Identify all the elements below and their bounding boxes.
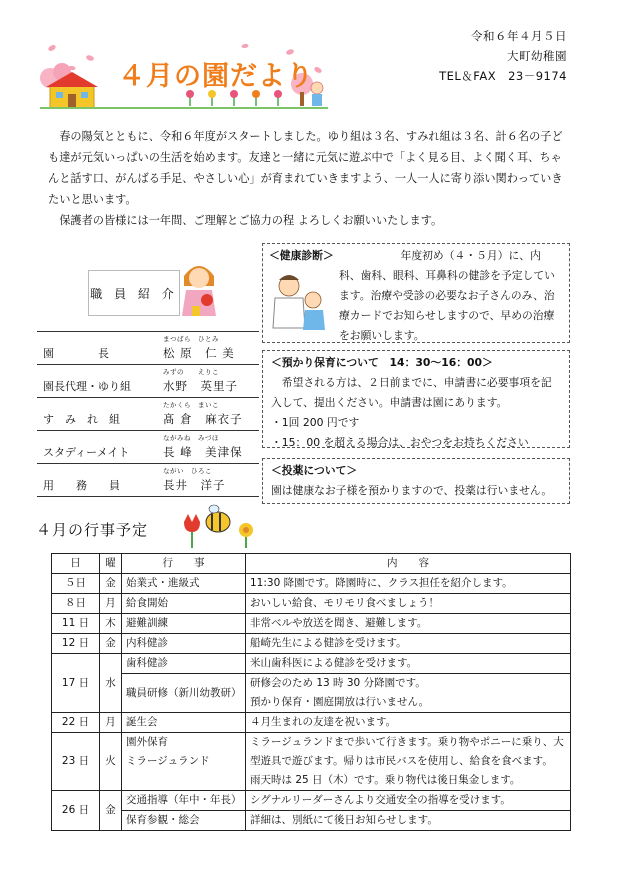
header-day: 日 (52, 554, 100, 574)
staff-role: 園長代理・ゆり組 (37, 365, 163, 398)
extended-care-text: 希望される方は、２日前までに、申請書に必要事項を記入して、提出ください。申請書は園にあります。 (271, 376, 552, 409)
event-day: ５日 (52, 574, 100, 594)
schedule-row (52, 614, 571, 634)
extended-care-heading: ＜預かり保育について 14：30～16：00＞ (271, 356, 493, 369)
header-weekday: 曜 (100, 554, 122, 574)
staff-name-reading: まつばら ひとみ (163, 335, 219, 343)
staff-name-cell (163, 431, 259, 464)
event-day: 17 日 (52, 654, 100, 713)
event-name: 始業式・進級式 (122, 574, 246, 594)
staff-name-reading: ながい ひろこ (163, 467, 212, 475)
staff-row (37, 332, 259, 365)
staff-name: 長 峰 美津保 (163, 445, 243, 459)
issue-date: 令和６年４月５日 (471, 29, 567, 43)
event-day: 12 日 (52, 634, 100, 654)
event-content: ４月生まれの友達を祝います。 (246, 713, 571, 733)
header-content: 内 容 (246, 554, 571, 574)
health-text: 年度初め（４・５月）に、内科、歯科、眼科、耳鼻科の健診を予定しています。治療や受診の必要なお子さんのみ、治療カードでお知らせしますので、早めの治療をお願いします。 (339, 249, 555, 342)
medication-heading: ＜投薬について＞ (271, 464, 358, 477)
staff-name-reading: みずの えりこ (163, 368, 219, 376)
staff-name-cell (163, 332, 259, 365)
event-content: おいしい給食、モリモリ食べましょう！ (246, 594, 571, 614)
event-name: 避難訓練 (122, 614, 246, 634)
staff-name: 長井 洋子 (163, 478, 226, 492)
event-content: 詳細は、別紙にて後日お知らせします。 (246, 811, 571, 831)
event-day: 23 日 (52, 733, 100, 791)
staff-name-cell (163, 464, 259, 497)
event-content: 米山歯科医による健診を受けます。 (246, 654, 571, 674)
event-name: 誕生会 (122, 713, 246, 733)
event-content: 11:30 降園です。降園時に、クラス担任を紹介します。 (246, 574, 571, 594)
event-name: 園外保育 (122, 733, 246, 753)
event-content: 型遊具で遊びます。帰りは市民バスを使用し、給食を食べます。 (246, 752, 571, 771)
staff-row (37, 365, 259, 398)
staff-role: 用 務 員 (37, 464, 163, 497)
header-event: 行 事 (122, 554, 246, 574)
event-content: 預かり保育・園庭開放は行いません。 (246, 693, 571, 713)
event-content: ミラージュランドまで歩いて行きます。乗り物やポニーに乗り、大 (246, 733, 571, 753)
event-weekday: 水 (100, 654, 122, 713)
medication-box (262, 458, 570, 504)
event-weekday: 月 (100, 594, 122, 614)
schedule-row (52, 752, 571, 771)
staff-name-cell (163, 398, 259, 431)
event-content: 船崎先生による健診を受けます。 (246, 634, 571, 654)
intro-text (48, 126, 572, 231)
event-weekday: 月 (100, 713, 122, 733)
staff-name: 水野 英里子 (163, 379, 238, 393)
schedule-row (52, 674, 571, 694)
health-heading: ＜健康診断＞ (269, 249, 334, 262)
extended-care-fee: ・1回 200 円です (271, 416, 360, 429)
staff-role: す み れ 組 (37, 398, 163, 431)
staff-heading: 職 員 紹 介 (88, 270, 180, 316)
extended-care-snack-note: ・15：00 を超える場合は、おやつをお持ちください (271, 436, 529, 449)
staff-name-reading: ながみね みづほ (163, 434, 219, 442)
event-weekday: 金 (100, 574, 122, 594)
extended-care-box (262, 350, 570, 448)
tel-fax: TEL＆FAX 23－9174 (439, 69, 567, 83)
staff-row (37, 398, 259, 431)
event-name: 給食開始 (122, 594, 246, 614)
intro-paragraph-2: 保護者の皆様には一年間、ご理解とご協力の程 よろしくお願いいたします。 (59, 214, 443, 227)
event-weekday: 金 (100, 634, 122, 654)
schedule-row (52, 791, 571, 811)
staff-row (37, 431, 259, 464)
event-weekday: 火 (100, 733, 122, 791)
medication-text: 園は健康なお子様を預かりますので、投薬は行いません。 (271, 484, 553, 497)
staff-table (37, 331, 259, 497)
event-name-empty (122, 771, 246, 791)
event-weekday: 木 (100, 614, 122, 634)
event-day: 26 日 (52, 791, 100, 831)
title-banner (40, 40, 328, 112)
schedule-row (52, 713, 571, 733)
event-content: 非常ベルや放送を聞き、避難します。 (246, 614, 571, 634)
event-content: シグナルリーダーさんより交通安全の指導を受けます。 (246, 791, 571, 811)
header-info (439, 26, 567, 86)
event-weekday: 金 (100, 791, 122, 831)
doctor-icon (269, 270, 333, 341)
event-content: 研修会のため 13 時 30 分降園です。 (246, 674, 571, 694)
event-name: 職員研修（新川幼教研） (122, 674, 246, 713)
event-name: ミラージュランド (122, 752, 246, 771)
staff-name-cell (163, 365, 259, 398)
event-content: 雨天時は 25 日（木）です。乗り物代は後日集金します。 (246, 771, 571, 791)
schedule-row (52, 733, 571, 753)
schedule-row (52, 594, 571, 614)
event-day: ８日 (52, 594, 100, 614)
event-day: 22 日 (52, 713, 100, 733)
intro-paragraph-1: 春の陽気とともに、令和６年度がスタートしました。ゆり組は３名、すみれ組は３名、計６名の子ども達が元気いっぱいの生活を始めます。友達と一緒に元気に遊ぶ中で「よく見る目、よく聞く耳、ちゃんと話す口、がんばる手足、やさしい心」が育まれていきますよう、一人一人に寄り添い関わっていきたいと思います。 (48, 130, 563, 206)
teacher-with-child-icon (174, 256, 224, 322)
schedule-row (52, 771, 571, 791)
schedule-row (52, 654, 571, 674)
event-name: 内科健診 (122, 634, 246, 654)
schedule-title: ４月の行事予定 (36, 521, 149, 539)
health-checkup-box (262, 243, 570, 343)
staff-row (37, 464, 259, 497)
event-name: 交通指導（年中・年長） (122, 791, 246, 811)
staff-name-reading: たかくら まいこ (163, 401, 219, 409)
event-name: 歯科健診 (122, 654, 246, 674)
staff-name: 松 原 仁 美 (163, 346, 235, 360)
event-day: 11 日 (52, 614, 100, 634)
schedule-row (52, 811, 571, 831)
staff-role: 園 長 (37, 332, 163, 365)
newsletter-title: ４月の園だより (118, 61, 314, 92)
schedule-row (52, 634, 571, 654)
schedule-table (51, 553, 571, 831)
schedule-row (52, 574, 571, 594)
staff-role: スタディーメイト (37, 431, 163, 464)
event-name: 保育参観・総会 (122, 811, 246, 831)
staff-name: 髙 倉 麻衣子 (163, 412, 243, 426)
flowers-bee-icon (178, 500, 268, 554)
schedule-header-row (52, 554, 571, 574)
school-name: 大町幼稚園 (507, 49, 567, 63)
